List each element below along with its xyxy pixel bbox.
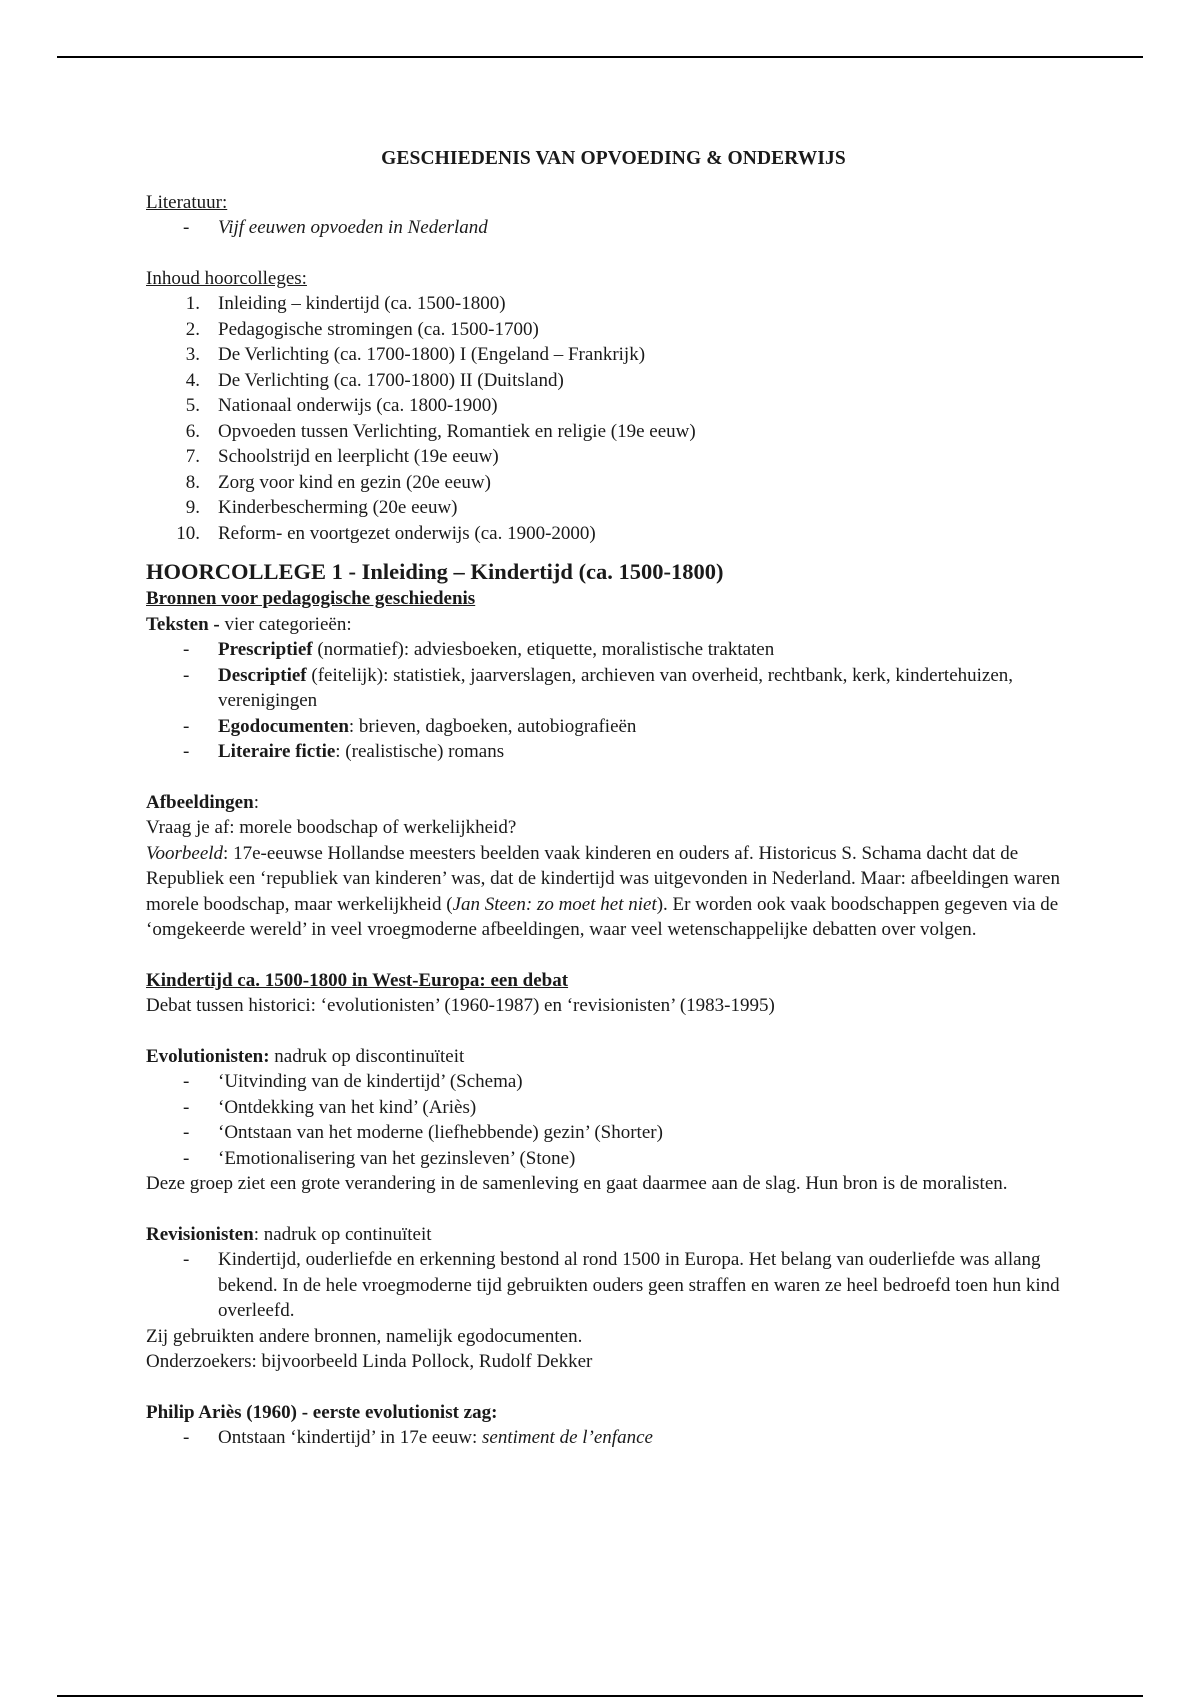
debate-title: Kindertijd ca. 1500-1800 in West-Europa: een debat [146,969,569,991]
list-item: - Kindertijd, ouderliefde en erkenning bestond al rond 1500 in Europa. Het belang van ouderliefde was allang bekend. In de hele vroegmoderne tijd gebruikten ouders geen straffen en waren ze heel bedroefd toen hun kind overleefd. [146,1247,1081,1324]
list-item: - Literaire fictie: (realistische) romans [146,739,1081,765]
list-item: 9. Kinderbescherming (20e eeuw) [185,497,458,518]
list-item: 10. Reform- en voortgezet onderwijs (ca. 1900-2000) [176,522,596,544]
list-item: - ‘Uitvinding van de kindertijd’ (Schema) [146,1069,1081,1095]
list-item: 5. Nationaal onderwijs (ca. 1800-1900) [185,395,498,416]
list-item: - ‘Emotionalisering van het gezinsleven’ (Stone) [146,1146,1081,1172]
texts-intro: Teksten - vier categorieën: [146,613,352,635]
list-item: - Egodocumenten: brieven, dagboeken, autobiografieën [146,714,1081,740]
list-item: 8. Zorg voor kind en gezin (20e eeuw) [185,471,491,493]
bottom-rule [57,1695,1143,1697]
literature-list [146,215,1081,241]
list-item: - ‘Ontdekking van het kind’ (Ariès) [146,1095,1081,1121]
revisionists-sources: Zij gebruikten andere bronnen, namelijk egodocumenten. [146,1325,583,1347]
list-item: 1. Inleiding – kindertijd (ca. 1500-1800) [185,293,506,314]
list-item: - Prescriptief (normatief): adviesboeken, etiquette, moralistische traktaten [146,637,1081,663]
lecture1-heading: HOORCOLLEGE 1 - Inleiding – Kindertijd (ca. 1500-1800) [146,559,724,584]
list-item: - Ontstaan ‘kindertijd’ in 17e eeuw: sentiment de l’enfance [146,1425,1081,1451]
evolutionists-summary: Deze groep ziet een grote verandering in de samenleving en gaat daarmee aan de slag. Hun bron is de moralisten. [146,1173,1008,1194]
list-item: 6. Opvoeden tussen Verlichting, Romantiek en religie (19e eeuw) [185,420,696,442]
document-title: GESCHIEDENIS VAN OPVOEDING & ONDERWIJS [381,148,846,169]
evolutionists-intro: Evolutionisten: nadruk op discontinuïteit [146,1045,465,1067]
revisionists-list [146,1247,1081,1324]
evolutionists-list [146,1069,1081,1171]
list-item: 7. Schoolstrijd en leerplicht (19e eeuw) [185,446,499,467]
list-item: - ‘Ontstaan van het moderne (liefhebbende) gezin’ (Shorter) [146,1120,1081,1146]
list-item: 2. Pedagogische stromingen (ca. 1500-1700) [185,318,539,340]
list-item: - Vijf eeuwen opvoeden in Nederland [146,215,1081,241]
lectures-label: Inhoud hoorcolleges: [146,267,307,289]
list-item: - Descriptief (feitelijk): statistiek, jaarverslagen, archieven van overheid, rechtbank, kerk, kindertehuizen, verenigingen [146,663,1081,714]
debate-intro: Debat tussen historici: ‘evolutionisten’ (1960-1987) en ‘revisionisten’ (1983-1995) [146,995,775,1016]
sources-title: Bronnen voor pedagogische geschiedenis [146,588,476,609]
literature-label: Literatuur: [146,191,228,213]
list-item: 4. De Verlichting (ca. 1700-1800) II (Duitsland) [185,369,564,391]
top-rule [57,56,1143,58]
texts-list [146,637,1081,765]
images-example: Voorbeeld: 17e-eeuwse Hollandse meesters beelden vaak kinderen en ouders af. Historicus S. Schama dacht dat de Republiek een ‘republiek van kinderen’ was, dat de kindertijd was uitgevonden in Nederland. Maar: afbeeldingen waren morele boodschap, maar werkelijkheid (Jan Steen: zo moet het niet). Er worden ook vaak boodschappen gegeven via de ‘omgekeerde wereld’ in veel vroegmoderne afbeeldingen, waar veel wetenschappelijke debatten over volgen. [146,842,1060,940]
list-item: 3. De Verlichting (ca. 1700-1800) I (Engeland – Frankrijk) [185,344,646,365]
aries-heading: Philip Ariès (1960) - eerste evolutionist zag: [146,1401,498,1423]
images-question: Vraag je af: morele boodschap of werkelijkheid? [146,817,517,838]
revisionists-researchers: Onderzoekers: bijvoorbeeld Linda Pollock, Rudolf Dekker [146,1351,593,1372]
images-label: Afbeeldingen: [146,791,259,813]
document-page [146,146,1081,1451]
aries-list [146,1425,1081,1451]
lectures-list [146,291,1081,546]
revisionists-intro: Revisionisten: nadruk op continuïteit [146,1223,432,1245]
